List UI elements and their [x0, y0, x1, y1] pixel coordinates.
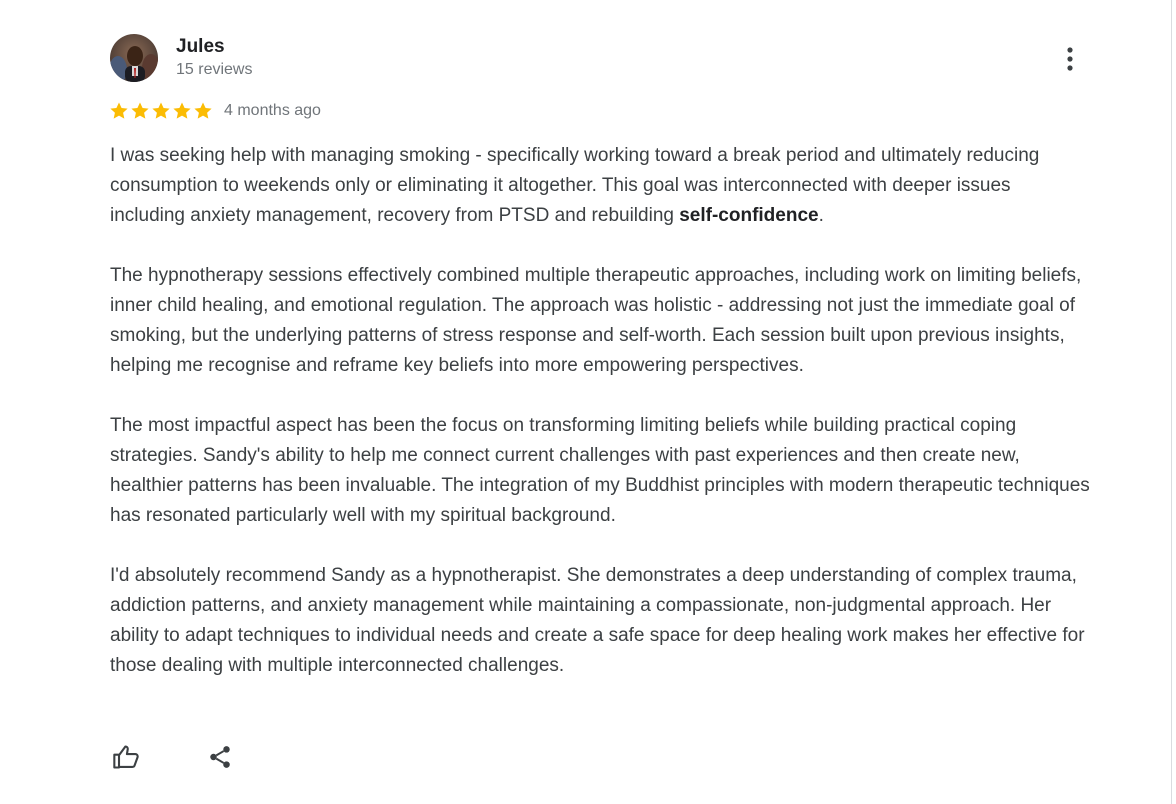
review-paragraph-4: I'd absolutely recommend Sandy as a hypnotherapist. She demonstrates a deep understanding of complex trauma, addiction patterns, and anxiety management while maintaining a compassionate, non-judgmental approach. Her ability to adapt techniques to individual needs and create a safe space for deep healing work makes her effective for those dealing with multiple interconnected challenges.	[110, 565, 1085, 676]
reviewer-name[interactable]: Jules	[176, 36, 225, 57]
avatar[interactable]	[110, 34, 158, 82]
share-button[interactable]	[204, 741, 236, 773]
star-icon	[130, 101, 150, 121]
review-text	[110, 141, 1090, 681]
bold-keyword: self-confidence	[679, 205, 819, 226]
star-icon	[151, 101, 171, 121]
star-icon	[193, 101, 213, 121]
more-vert-icon	[1066, 46, 1074, 72]
review-count: 15 reviews	[176, 61, 253, 78]
review-actions	[110, 741, 236, 773]
review-paragraph-2: The hypnotherapy sessions effectively combined multiple therapeutic approaches, including work on limiting beliefs, inner child healing, and emotional regulation. The approach was holistic - addressing not just the immediate goal of smoking, but the underlying patterns of stress response and self-worth. Each session built upon previous insights, helping me recognise and reframe key beliefs into more empowering perspectives.	[110, 265, 1082, 376]
reviewer-info	[176, 35, 252, 81]
review-paragraph-3: The most impactful aspect has been the focus on transforming limiting beliefs while building practical coping strategies. Sandy's ability to help me connect current challenges with past experiences and then create new, healthier patterns has been invaluable. The integration of my Buddhist principles with modern therapeutic techniques has resonated particularly well with my spiritual background.	[110, 415, 1090, 526]
panel-divider	[1171, 0, 1172, 804]
star-icon	[109, 101, 129, 121]
share-icon	[207, 744, 233, 770]
rating-row	[109, 100, 321, 122]
star-icon	[172, 101, 192, 121]
more-options-button[interactable]	[1054, 42, 1086, 76]
avatar-photo	[110, 34, 158, 82]
review-header	[110, 34, 252, 82]
like-button[interactable]	[110, 741, 142, 773]
review-date: 4 months ago	[224, 102, 321, 119]
thumbs-up-icon	[112, 743, 140, 771]
review-paragraph-1: I was seeking help with managing smoking - specifically working toward a break period and ultimately reducing consumption to weekends only or eliminating it altogether. This goal was interconnected with deeper issues including anxiety management, recovery from PTSD and rebuilding self-confidence.	[110, 145, 1040, 226]
star-rating	[109, 101, 213, 121]
